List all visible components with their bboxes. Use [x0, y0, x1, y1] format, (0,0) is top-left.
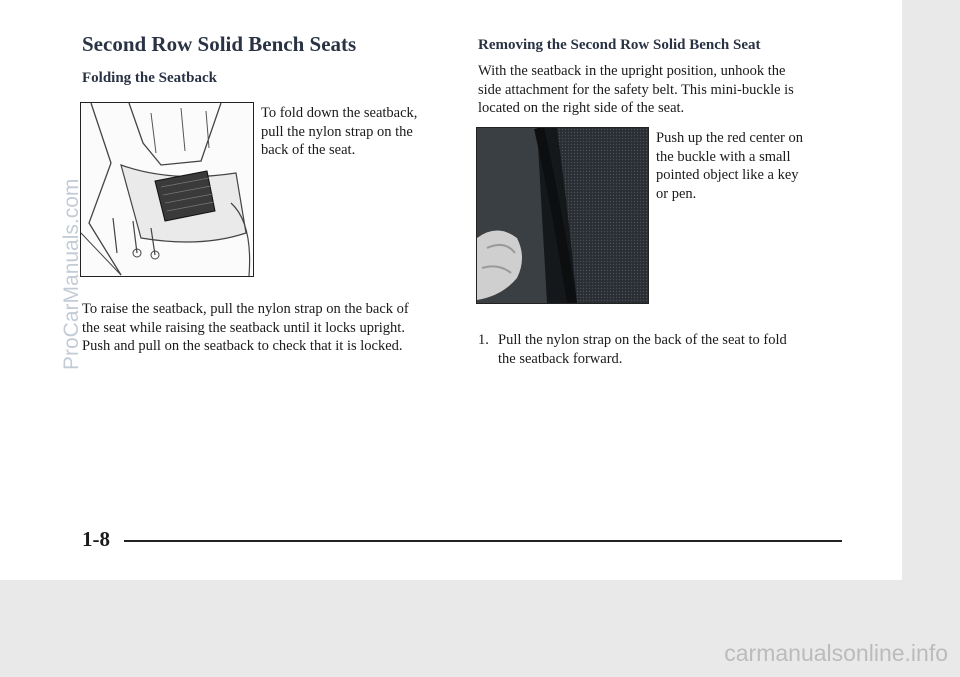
fold-caption-line: To fold down the seatback, — [261, 105, 418, 121]
paragraph-line: the seat while raising the seatback until it locks upright. — [82, 319, 405, 336]
buckle-caption — [656, 129, 803, 203]
seatback-strap-drawing — [81, 103, 253, 276]
buckle-photo — [476, 127, 649, 304]
fold-caption-line: back of the seat. — [261, 142, 356, 158]
page-number: 1-8 — [82, 527, 110, 551]
paragraph-line: located on the right side of the seat. — [478, 100, 685, 116]
step-text — [498, 331, 858, 368]
seatback-strap-illustration — [80, 102, 254, 277]
footer-rule — [124, 540, 842, 542]
step-line: Pull the nylon strap on the back of the seat to fold — [498, 332, 787, 348]
buckle-caption-line: pointed object like a key — [656, 167, 799, 183]
step-1 — [478, 331, 858, 368]
step-number: 1. — [478, 332, 489, 348]
fold-caption-line: pull the nylon strap on the — [261, 123, 413, 140]
subsection-title-folding: Folding the Seatback — [82, 70, 218, 86]
buckle-photo-drawing — [477, 128, 648, 303]
buckle-caption-line: the buckle with a small — [656, 148, 791, 165]
paragraph-line: To raise the seatback, pull the nylon strap on the back of — [82, 301, 409, 317]
subsection-title-removing: Removing the Second Row Solid Bench Seat — [478, 37, 761, 53]
paragraph-line: side attachment for the safety belt. This mini-buckle is — [478, 81, 794, 98]
fold-caption — [261, 104, 417, 160]
paragraph-line: With the seatback in the upright position, unhook the — [478, 63, 786, 79]
bottom-watermark: carmanualsonline.info — [724, 640, 948, 666]
buckle-caption-line: or pen. — [656, 185, 697, 202]
section-title: Second Row Solid Bench Seats — [82, 32, 357, 56]
removing-intro-paragraph — [478, 62, 794, 118]
side-watermark: ProCarManuals.com — [60, 178, 83, 370]
paragraph-line: Push and pull on the seatback to check that it is locked. — [82, 338, 403, 354]
raise-seatback-paragraph — [82, 300, 409, 356]
step-line: the seatback forward. — [498, 350, 623, 367]
buckle-caption-line: Push up the red center on — [656, 130, 803, 146]
